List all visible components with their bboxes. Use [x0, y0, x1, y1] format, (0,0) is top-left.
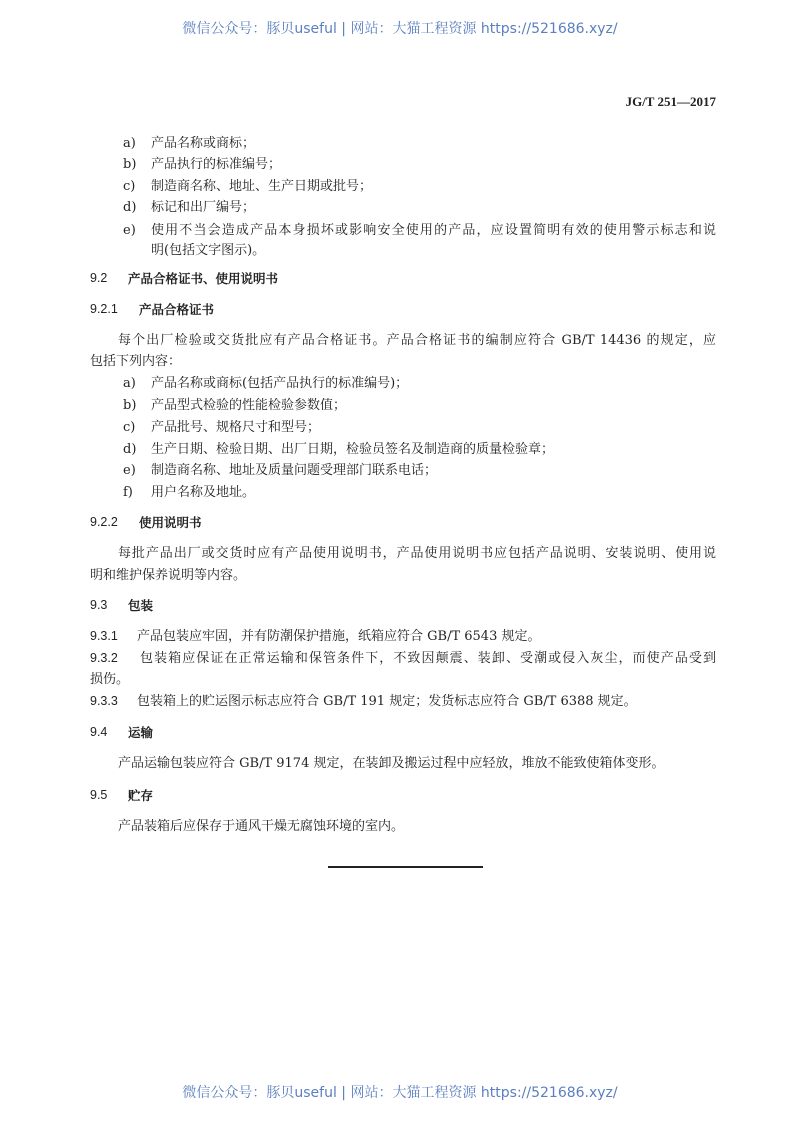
- section-number: 9.3.2: [90, 651, 118, 665]
- section-number: 9.3.3: [90, 694, 118, 708]
- section-number: 9.2.1: [90, 302, 118, 316]
- section-heading: 包装: [128, 598, 154, 613]
- section-number: 9.5: [90, 788, 108, 802]
- list-label: f): [123, 485, 133, 500]
- section-number: 9.3.1: [90, 629, 118, 643]
- section-number: 9.2.2: [90, 515, 118, 529]
- section-number: 9.3: [90, 598, 108, 612]
- paragraph: 每批产品出厂或交货时应有产品使用说明书，产品使用说明书应包括产品说明、安装说明、使用说: [118, 546, 716, 561]
- clause-text: 包装箱应保证在正常运输和保管条件下，不致因颠震、装卸、受潮或侵入灰尘，而使产品受到: [140, 651, 716, 666]
- list-label: e): [123, 223, 136, 238]
- clause-text: 包装箱上的贮运图示标志应符合 GB/T 191 规定；发货标志应符合 GB/T 6388 规定。: [137, 694, 637, 709]
- list-label: a): [123, 376, 136, 391]
- section-heading: 使用说明书: [139, 515, 202, 530]
- list-label: d): [123, 442, 137, 457]
- clause-continuation: 损伤。: [90, 672, 130, 687]
- paragraph: 产品装箱后应保存于通风干燥无腐蚀环境的室内。: [118, 819, 405, 834]
- section-heading: 运输: [128, 725, 154, 740]
- list-item: 用户名称及地址。: [151, 485, 256, 500]
- document-id: JG/T 251—2017: [625, 94, 716, 109]
- list-label: b): [123, 157, 137, 172]
- paragraph-continuation: 明和维护保养说明等内容。: [90, 568, 247, 583]
- list-item: 制造商名称、地址、生产日期或批号；: [151, 179, 373, 194]
- list-label: c): [123, 179, 136, 194]
- section-heading: 产品合格证书、使用说明书: [128, 271, 279, 286]
- section-heading: 产品合格证书: [139, 302, 215, 317]
- end-rule: [328, 866, 483, 868]
- paragraph: 每个出厂检验或交货批应有产品合格证书。产品合格证书的编制应符合 GB/T 14436 的规定，应: [118, 333, 716, 348]
- section-number: 9.2: [90, 271, 108, 285]
- list-label: d): [123, 200, 137, 215]
- list-item: 标记和出厂编号；: [151, 200, 256, 215]
- watermark-footer: 微信公众号：豚贝useful | 网站：大猫工程资源 https://521686.xyz/: [182, 1085, 618, 1101]
- list-label: a): [123, 136, 136, 151]
- list-label: b): [123, 398, 137, 413]
- list-label: e): [123, 463, 136, 478]
- list-item: 使用不当会造成产品本身损坏或影响安全使用的产品，应设置简明有效的使用警示标志和说: [151, 223, 716, 238]
- section-number: 9.4: [90, 725, 108, 739]
- clause-text: 产品包装应牢固，并有防潮保护措施，纸箱应符合 GB/T 6543 规定。: [137, 629, 541, 644]
- list-label: c): [123, 420, 136, 435]
- section-heading: 贮存: [128, 788, 154, 803]
- list-item: 产品名称或商标；: [151, 136, 256, 151]
- paragraph: 产品运输包装应符合 GB/T 9174 规定，在装卸及搬运过程中应轻放，堆放不能致使箱体变形。: [118, 756, 665, 771]
- watermark-header: 微信公众号：豚贝useful | 网站：大猫工程资源 https://521686.xyz/: [182, 21, 618, 37]
- list-item: 制造商名称、地址及质量问题受理部门联系电话；: [151, 463, 438, 478]
- list-item: 产品型式检验的性能检验参数值；: [151, 398, 347, 413]
- list-item: 产品批号、规格尺寸和型号；: [151, 420, 321, 435]
- list-item-continuation: 明(包括文字图示)。: [151, 243, 266, 258]
- list-item: 产品执行的标准编号；: [151, 157, 282, 172]
- paragraph-continuation: 包括下列内容：: [90, 354, 182, 369]
- list-item: 生产日期、检验日期、出厂日期，检验员签名及制造商的质量检验章；: [151, 442, 555, 457]
- list-item: 产品名称或商标(包括产品执行的标准编号)；: [151, 376, 409, 391]
